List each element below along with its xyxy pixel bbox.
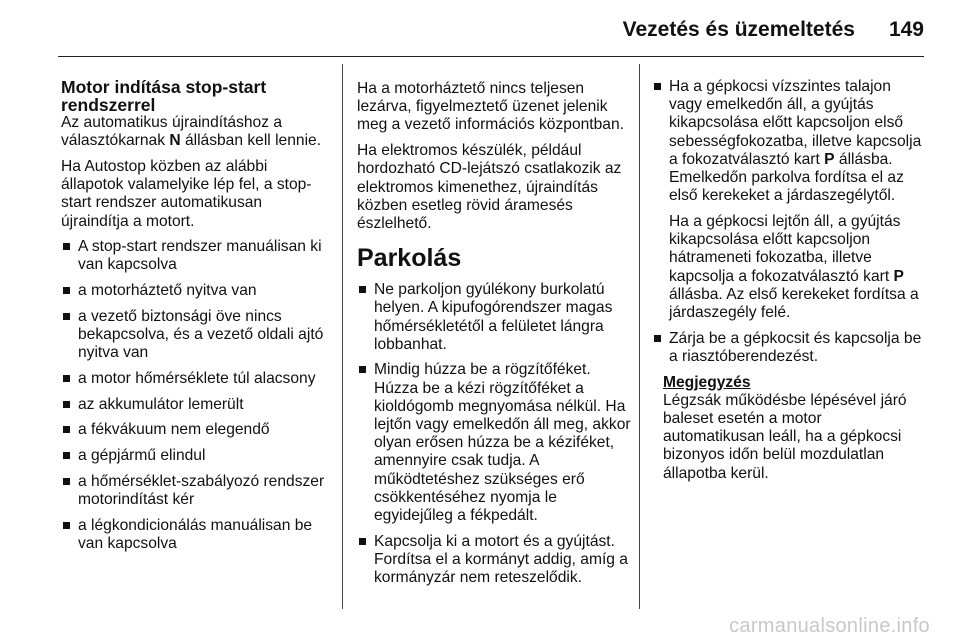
list-item [652,330,924,366]
square-bullet-icon [63,478,70,485]
square-bullet-icon [63,243,70,250]
list-item-text: a vezető biztonsági öve nincs bekapcsolva, és a vezető oldali ajtó nyitva van [78,307,324,362]
sub-paragraph [652,213,924,322]
text: állásban kell lennie. [180,132,322,150]
paragraph: Ha elektromos készülék, például hordozható CD-lejátszó csatlakozik az elektromos kimenethez, újraindítás közben esetleg rövid áramesés észlelhető. [357,142,622,232]
paragraph: Ha a motorháztető nincs teljesen lezárva, figyelmeztető üzenet jelenik meg a vezető információs központban. [357,80,624,134]
note-title: Megjegyzés [663,373,751,391]
text: állásba. Az első kerekeket fordítsa a járdaszegély felé. [669,285,919,321]
section-heading-stop-start: Motor indítása stop-start rendszerrel [61,77,267,115]
gear-letter: P [893,267,904,285]
watermark: carmanualsonline.info [729,615,930,637]
list-item [61,282,333,300]
page-number: 149 [888,18,924,41]
list-item [652,78,924,205]
list-item-text: Kapcsolja ki a motort és a gyújtást. Fordítsa el a kormányt addig, amíg a kormányzár nem reteszelődik. [374,532,628,587]
list-item-text: a gépjármű elindul [78,447,206,465]
square-bullet-icon [63,287,70,294]
text: Ha a gépkocsi vízszintes talajon vagy emelkedőn áll, a gyújtás kikapcsolása előtt kapcsoljon első sebességfokozatba, illetve kapcsolja a fokozatválasztó kart [669,78,922,168]
note-text: Légzsák működésbe lépésével járó baleset esetén a motor automatikusan leáll, ha a gépkocsi bizonyos időn belül mozdulatlan állapotba kerül. [663,391,907,482]
list-item-text: a fékvákuum nem elegendő [78,421,270,439]
text: Ha a gépkocsi lejtőn áll, a gyújtás kikapcsolása előtt kapcsoljon hátrameneti fokozatba, illetve kapcsolja a fokozatválasztó kart [669,212,901,285]
square-bullet-icon [63,401,70,408]
gear-letter: N [169,132,181,150]
parking-list [357,281,632,587]
list-item-text: Mindig húzza be a rögzítőféket. Húzza be a kézi rögzítőféket a kioldógomb megnyomása nélkül. Ha lejtőn vagy emelkedőn áll meg, akkor olyan erősen húzza be a kéziféket, amennyire csak tudja. A működtetéshez szükséges erő csökkentéséhez nyomja le egyidejűleg a fékpedált. [374,361,631,525]
text: Az automatikus újraindításhoz a választókarnak [61,114,283,150]
column-1 [61,78,333,561]
list-item-text: Zárja be a gépkocsit és kapcsolja be a riasztóberendezést. [669,329,922,365]
paragraph: Ha Autostop közben az alábbi állapotok valamelyike lép fel, a stop-start rendszer automatikusan újraindítja a motort. [61,157,312,230]
restart-conditions-list [61,238,333,553]
square-bullet-icon [63,522,70,529]
square-bullet-icon [63,452,70,459]
square-bullet-icon [63,375,70,382]
list-item [357,361,632,525]
list-item [61,308,333,363]
list-item-text: a motor hőmérséklete túl alacsony [78,369,316,387]
note-block [652,374,924,483]
list-item-text: a hőmérséklet-szabályozó rendszer motorindítást kér [78,472,325,508]
list-item [357,533,632,588]
gear-letter: P [824,150,835,168]
list-item-text: A stop-start rendszer manuálisan ki van kapcsolva [78,238,322,274]
square-bullet-icon [654,83,661,90]
list-item [61,517,333,553]
list-item-text: az akkumulátor lemerült [78,395,244,413]
column-3 [652,78,924,483]
list-item [357,281,632,354]
list-item [61,447,333,465]
list-item [61,370,333,388]
section-heading-parking: Parkolás [357,244,462,273]
list-item [61,238,333,274]
header-rule [58,56,924,57]
list-item [61,421,333,439]
column-divider-2 [639,64,640,609]
parking-list-continued [652,78,924,205]
text: állásba. Emelkedőn parkolva fordítsa el az első kerekeket a járdaszegélytől. [669,150,904,205]
section-title: Vezetés és üzemeltetés [622,18,855,41]
page-header [623,18,924,42]
square-bullet-icon [63,313,70,320]
list-item [61,396,333,414]
column-divider-1 [342,64,343,609]
square-bullet-icon [359,538,366,545]
list-item-text: a légkondicionálás manuálisan be van kapcsolva [78,516,313,552]
parking-list-continued-2 [652,330,924,366]
square-bullet-icon [654,335,661,342]
paragraph [61,114,333,150]
square-bullet-icon [359,286,366,293]
list-item [61,473,333,509]
column-2 [357,80,632,595]
square-bullet-icon [63,426,70,433]
square-bullet-icon [359,366,366,373]
list-item-text: Ne parkoljon gyúlékony burkolatú helyen. A kipufogórendszer magas hőmérsékletétől a felületet lángra lobbanhat. [374,281,613,353]
list-item-text: a motorháztető nyitva van [78,282,257,300]
